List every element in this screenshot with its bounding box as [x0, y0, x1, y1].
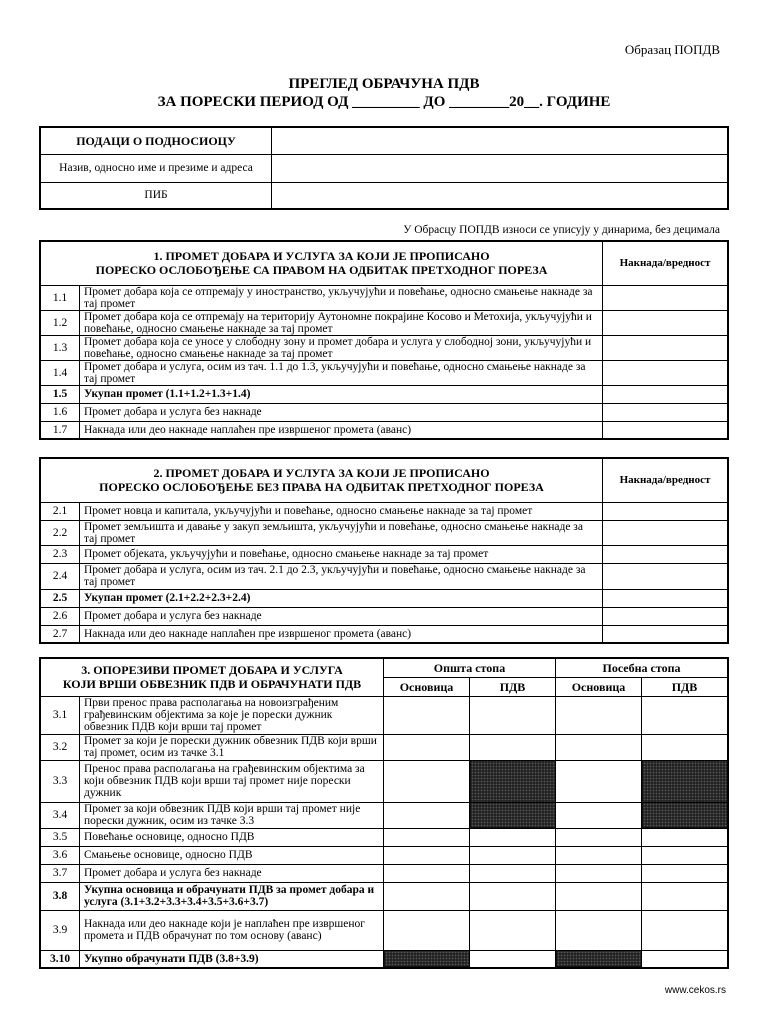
section2-table	[39, 457, 729, 644]
special-base-header: Основица	[556, 677, 642, 696]
table-row	[40, 502, 728, 520]
table-row	[40, 760, 728, 802]
special-vat-field[interactable]	[642, 882, 729, 910]
value-field[interactable]	[603, 520, 729, 545]
special-base-field[interactable]	[556, 882, 642, 910]
general-vat-field[interactable]	[470, 950, 556, 968]
row-description: Повећање основице, односно ПДВ	[80, 828, 384, 846]
special-base-field[interactable]	[556, 828, 642, 846]
general-base-field[interactable]	[384, 864, 470, 882]
general-base-field[interactable]	[384, 802, 470, 828]
general-base-field[interactable]	[384, 760, 470, 802]
general-vat-field[interactable]	[470, 696, 556, 734]
amount-note: У Обрасцу ПОПДВ износи се уписују у динарима, без децимала	[403, 224, 720, 236]
special-base-field[interactable]	[556, 864, 642, 882]
row-number: 2.7	[40, 625, 80, 643]
table-row	[40, 335, 728, 360]
general-base-field[interactable]	[384, 910, 470, 950]
applicant-header: ПОДАЦИ О ПОДНОСИОЦУ	[40, 127, 272, 154]
page-title: ПРЕГЛЕД ОБРАЧУНА ПДВ	[288, 76, 480, 92]
row-description: Промет добара која се отпремају на територију Аутономне покрајине Косово и Метохија, укључујући и повећање, односно смањење накнаде за тај промет	[80, 310, 603, 335]
section3-table	[39, 657, 729, 969]
row-description: Накнада или део накнаде наплаћен пре извршеног промета (аванс)	[80, 625, 603, 643]
section2-title-line2: ПОРЕСКО ОСЛОБОЂЕЊЕ БЕЗ ПРАВА НА ОДБИТАК ПРЕТХОДНОГ ПОРЕЗА	[99, 480, 544, 495]
row-number: 3.9	[40, 910, 80, 950]
value-field[interactable]	[603, 625, 729, 643]
row-description: Промет добара и услуга без накнаде	[80, 607, 603, 625]
applicant-name-field[interactable]	[272, 154, 729, 182]
general-base-field[interactable]	[384, 846, 470, 864]
row-number: 3.7	[40, 864, 80, 882]
row-description: Промет добара и услуга, осим из тач. 1.1 до 1.3, укључујући и повећање, односно смањење накнаде за тај промет	[80, 360, 603, 385]
table-row	[40, 882, 728, 910]
special-base-field[interactable]	[556, 734, 642, 760]
applicant-header-field[interactable]	[272, 127, 729, 154]
value-field[interactable]	[603, 335, 729, 360]
general-vat-field[interactable]	[470, 910, 556, 950]
table-row	[40, 563, 728, 589]
table-row	[40, 625, 728, 643]
table-row	[40, 846, 728, 864]
value-field[interactable]	[603, 589, 729, 607]
table-row	[40, 360, 728, 385]
general-vat-field[interactable]	[470, 846, 556, 864]
row-description: Укупан промет (1.1+1.2+1.3+1.4)	[80, 385, 603, 403]
general-vat-field[interactable]	[470, 828, 556, 846]
section2-title	[40, 458, 603, 502]
row-description: Промет добара и услуга без накнаде	[80, 403, 603, 421]
value-field[interactable]	[603, 310, 729, 335]
value-field[interactable]	[603, 545, 729, 563]
row-description: Промет добара која се отпремају у иностранство, укључујући и повећање, односно смањење накнаде за тај промет	[80, 285, 603, 310]
section3-title	[40, 658, 384, 696]
special-base-field[interactable]	[556, 760, 642, 802]
hatched-cell	[642, 760, 729, 802]
hatched-cell	[470, 760, 556, 802]
page-subtitle: ЗА ПОРЕСКИ ПЕРИОД ОД _________ ДО ________20__. ГОДИНЕ	[157, 94, 611, 110]
row-number: 2.2	[40, 520, 80, 545]
row-number: 3.8	[40, 882, 80, 910]
special-vat-field[interactable]	[642, 828, 729, 846]
row-description: Промет објеката, укључујући и повећање, односно смањење накнаде за тај промет	[80, 545, 603, 563]
special-vat-field[interactable]	[642, 910, 729, 950]
section1-title-line2: ПОРЕСКО ОСЛОБОЂЕЊЕ СА ПРАВОМ НА ОДБИТАК ПРЕТХОДНОГ ПОРЕЗА	[95, 263, 548, 278]
section3-title-line2: КОЈИ ВРШИ ОБВЕЗНИК ПДВ И ОБРАЧУНАТИ ПДВ	[62, 677, 362, 692]
table-row	[40, 589, 728, 607]
applicant-name-label: Назив, односно име и презиме и адреса	[40, 154, 272, 182]
row-description: Пренос права располагања на грађевинским објектима за који обвезник ПДВ који врши тај промет није порески дужник	[80, 760, 384, 802]
section3-title-line1: 3. ОПОРЕЗИВИ ПРОМЕТ ДОБАРА И УСЛУГА	[81, 663, 343, 678]
table-row	[40, 864, 728, 882]
special-vat-field[interactable]	[642, 696, 729, 734]
section2-value-header: Накнада/вредност	[603, 458, 729, 502]
table-row	[40, 910, 728, 950]
row-number: 1.4	[40, 360, 80, 385]
general-base-field[interactable]	[384, 734, 470, 760]
row-number: 1.6	[40, 403, 80, 421]
value-field[interactable]	[603, 403, 729, 421]
row-number: 3.2	[40, 734, 80, 760]
row-description: Промет добара која се уносе у слободну зону и промет добара и услуга у слободној зони, укључујући и повећање, односно смањење накнаде за тај промет	[80, 335, 603, 360]
special-base-field[interactable]	[556, 696, 642, 734]
row-number: 3.6	[40, 846, 80, 864]
table-row	[40, 607, 728, 625]
row-description: Укупна основица и обрачунати ПДВ за промет добара и услуга (3.1+3.2+3.3+3.4+3.5+3.6+3.7)	[80, 882, 384, 910]
value-field[interactable]	[603, 607, 729, 625]
row-number: 2.5	[40, 589, 80, 607]
row-description: Промет за који обвезник ПДВ који врши тај промет није порески дужник, осим из тачке 3.3	[80, 802, 384, 828]
section2-title-line1: 2. ПРОМЕТ ДОБАРА И УСЛУГА ЗА КОЈИ ЈЕ ПРОПИСАНО	[153, 466, 490, 481]
table-row	[40, 310, 728, 335]
form-code: Образац ПОПДВ	[624, 42, 720, 57]
row-description: Промет добара и услуга, осим из тач. 2.1 до 2.3, укључујући и повећање, односно смањење накнаде за тај промет	[80, 563, 603, 589]
row-number: 1.3	[40, 335, 80, 360]
value-field[interactable]	[603, 502, 729, 520]
row-description: Промет добара и услуга без накнаде	[80, 864, 384, 882]
special-base-field[interactable]	[556, 910, 642, 950]
table-row	[40, 802, 728, 828]
special-rate-header: Посебна стопа	[556, 658, 729, 677]
row-number: 1.2	[40, 310, 80, 335]
row-number: 2.6	[40, 607, 80, 625]
special-base-field[interactable]	[556, 846, 642, 864]
value-field[interactable]	[603, 421, 729, 439]
general-vat-field[interactable]	[470, 734, 556, 760]
general-base-header: Основица	[384, 677, 470, 696]
row-number: 2.4	[40, 563, 80, 589]
general-base-field[interactable]	[384, 882, 470, 910]
row-description: Накнада или део накнаде који је наплаћен пре извршеног промета и ПДВ обрачунат по том основу (аванс)	[80, 910, 384, 950]
table-row	[40, 734, 728, 760]
hatched-cell	[642, 802, 729, 828]
section1-table	[39, 240, 729, 440]
row-number: 3.1	[40, 696, 80, 734]
applicant-table	[39, 126, 729, 210]
table-row	[40, 696, 728, 734]
general-vat-field[interactable]	[470, 882, 556, 910]
row-number: 3.4	[40, 802, 80, 828]
row-description: Промет новца и капитала, укључујући и повећање, односно смањење накнаде за тај промет	[80, 502, 603, 520]
special-vat-field[interactable]	[642, 864, 729, 882]
value-field[interactable]	[603, 285, 729, 310]
row-description: Укупан промет (2.1+2.2+2.3+2.4)	[80, 589, 603, 607]
row-number: 3.10	[40, 950, 80, 968]
hatched-cell	[470, 802, 556, 828]
general-base-field[interactable]	[384, 696, 470, 734]
general-vat-field[interactable]	[470, 864, 556, 882]
row-description: Накнада или део накнаде наплаћен пре извршеног промета (аванс)	[80, 421, 603, 439]
pib-field[interactable]	[272, 182, 729, 209]
section1-value-header: Накнада/вредност	[603, 241, 729, 285]
table-row	[40, 385, 728, 403]
row-number: 1.5	[40, 385, 80, 403]
table-row	[40, 403, 728, 421]
general-rate-header: Општа стопа	[384, 658, 556, 677]
website: www.cekos.rs	[664, 985, 726, 996]
row-description: Промет земљишта и давање у закуп земљишта, укључујући и повећање, односно смањење накнаде за тај промет	[80, 520, 603, 545]
general-base-field[interactable]	[384, 828, 470, 846]
special-vat-field[interactable]	[642, 734, 729, 760]
pib-label: ПИБ	[40, 182, 272, 209]
row-number: 1.1	[40, 285, 80, 310]
table-row	[40, 421, 728, 439]
value-field[interactable]	[603, 563, 729, 589]
special-vat-field[interactable]	[642, 950, 729, 968]
section1-title-line1: 1. ПРОМЕТ ДОБАРА И УСЛУГА ЗА КОЈИ ЈЕ ПРОПИСАНО	[153, 249, 490, 264]
special-vat-field[interactable]	[642, 846, 729, 864]
special-base-field[interactable]	[556, 802, 642, 828]
row-description: Промет за који је порески дужник обвезник ПДВ који врши тај промет, осим из тачке 3.1	[80, 734, 384, 760]
row-description: Први пренос права располагања на новоизграђеним грађевинским објектима за које је порески дужник обвезник ПДВ који врши тај промет	[80, 696, 384, 734]
row-number: 3.5	[40, 828, 80, 846]
row-description: Смањење основице, односно ПДВ	[80, 846, 384, 864]
general-vat-header: ПДВ	[470, 677, 556, 696]
row-number: 3.3	[40, 760, 80, 802]
table-row	[40, 545, 728, 563]
table-row	[40, 520, 728, 545]
row-number: 2.1	[40, 502, 80, 520]
value-field[interactable]	[603, 385, 729, 403]
hatched-cell	[556, 950, 642, 968]
row-description: Укупно обрачунати ПДВ (3.8+3.9)	[80, 950, 384, 968]
hatched-cell	[384, 950, 470, 968]
table-row	[40, 828, 728, 846]
special-vat-header: ПДВ	[642, 677, 729, 696]
table-row	[40, 285, 728, 310]
row-number: 1.7	[40, 421, 80, 439]
row-number: 2.3	[40, 545, 80, 563]
section1-title	[40, 241, 603, 285]
table-row	[40, 950, 728, 968]
value-field[interactable]	[603, 360, 729, 385]
